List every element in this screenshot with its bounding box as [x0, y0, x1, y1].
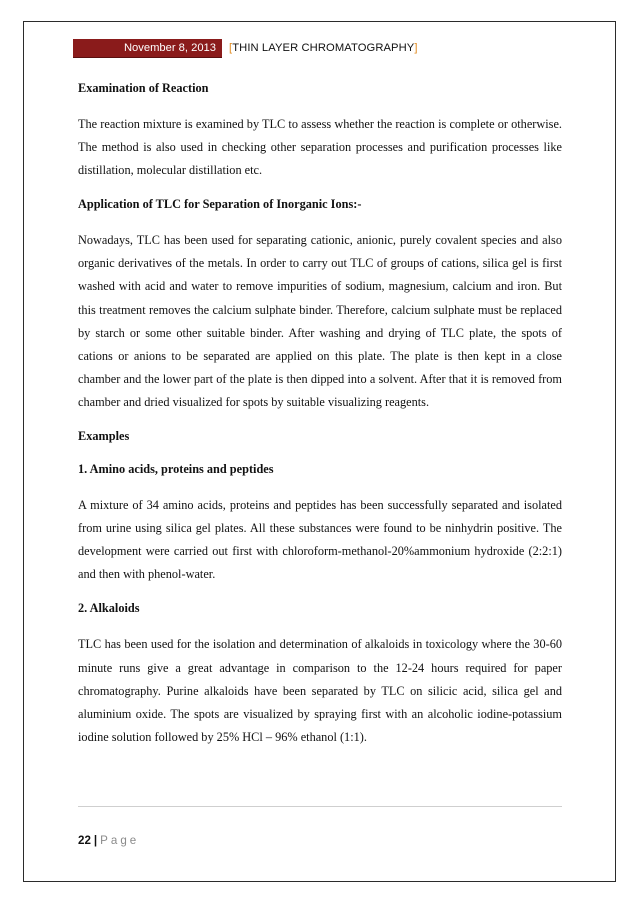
- header-date: November 8, 2013: [73, 39, 222, 58]
- page-footer: [78, 806, 562, 847]
- heading-amino-acids: 1. Amino acids, proteins and peptides: [78, 462, 274, 477]
- heading-examination-of-reaction: Examination of Reaction: [78, 81, 209, 95]
- header-title-block: [222, 39, 418, 58]
- header-bracket-close: ]: [414, 42, 418, 54]
- paragraph-inorganic-ions: Nowadays, TLC has been used for separating cationic, anionic, purely covalent species and also organic derivatives of the metals. In order to carry out TLC of groups of cations, silica gel is first washed with acid and water to remove impurities of sodium, magnesium, calcium and iron. But this treatment removes the calcium sulphate binder. Therefore, calcium sulphate must be replaced by starch or some other suitable binder. After washing and drying of TLC plate, the spots of cations or anions to be separated are applied on this plate. The plate is then kept in a close chamber and the lower part of the plate is then dipped into a solvent. After that it is removed from chamber and dried visualized for spots by suitable visualizing reagents.: [78, 233, 562, 409]
- page-number: 22: [78, 834, 91, 847]
- running-header: [73, 39, 418, 58]
- footer-separator: |: [93, 834, 98, 847]
- heading-alkaloids: 2. Alkaloids: [78, 601, 140, 616]
- page-label: Page: [100, 834, 140, 847]
- page-body: [78, 80, 562, 749]
- paragraph-alkaloids: TLC has been used for the isolation and determination of alkaloids in toxicology where the 30-60 minute runs give a great advantage in comparison to the 12-24 hours required for paper chromatography. Purine alkaloids have been separated by TLC on silicic acid, silica gel and aluminium oxide. The spots are visualized by spraying first with an alcoholic iodine-potassium iodine solution followed by 25% HCl – 96% ethanol (1:1).: [78, 637, 562, 744]
- header-bracket-open: [: [229, 42, 233, 54]
- paragraph-examination: The reaction mixture is examined by TLC to assess whether the reaction is complete or otherwise. The method is also used in checking other separation processes and purification processes like distillation, molecular distillation etc.: [78, 117, 562, 178]
- heading-examples: Examples: [78, 429, 130, 444]
- heading-inorganic-ions: Application of TLC for Separation of Inorganic Ions:-: [78, 197, 362, 212]
- header-title: THIN LAYER CHROMATOGRAPHY: [232, 42, 415, 54]
- paragraph-amino-acids: A mixture of 34 amino acids, proteins and peptides has been successfully separated and isolated from urine using silica gel plates. All these substances were found to be ninhydrin positive. The development were carried out first with chloroform-methanol-20%ammonium hydroxide (2:2:1) and then with phenol-water.: [78, 498, 562, 582]
